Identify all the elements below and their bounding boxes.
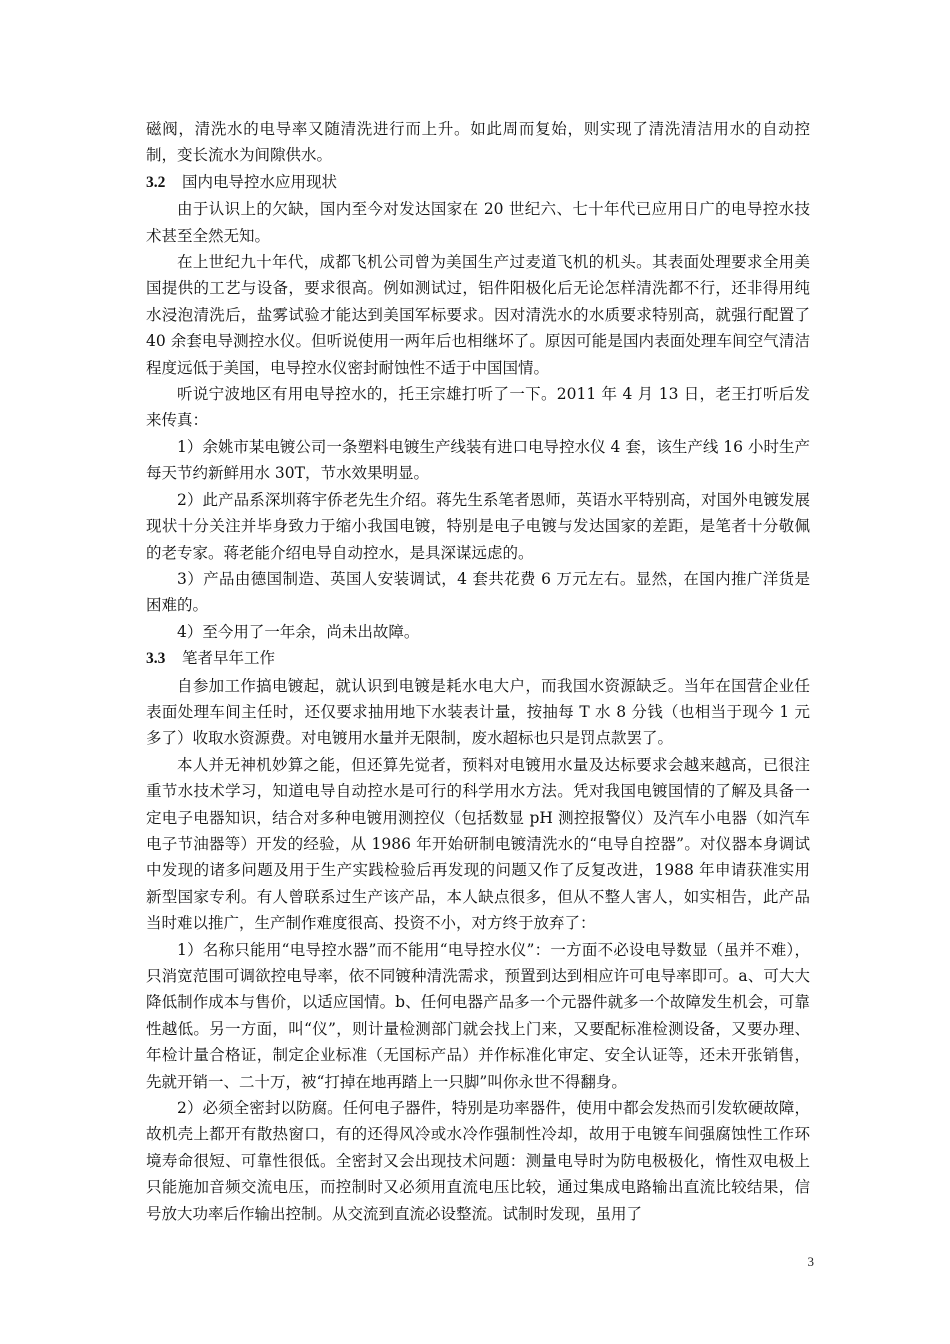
section-number: 3.2 <box>146 173 166 191</box>
section-heading <box>146 169 810 196</box>
paragraph: 1）余姚市某电镀公司一条塑料电镀生产线装有进口电导控水仪 4 套，该生产线 16 小时生产每天节约新鲜用水 30T，节水效果明显。 <box>146 437 810 483</box>
page-body <box>146 116 810 1227</box>
section-title: 笔者早年工作 <box>182 649 276 668</box>
section-title: 国内电导控水应用现状 <box>182 172 338 191</box>
paragraph: 磁阀，清洗水的电导率又随清洗进行而上升。如此周而复始，则实现了清洗清洁用水的自动控制，变长流水为间隙供水。 <box>146 120 810 165</box>
paragraph: 2）必须全密封以防腐。任何电子器件，特别是功率器件，使用中都会发热而引发软硬故障，故机壳上都开有散热窗口，有的还得风冷或水冷作强制性冷却，故用于电镀车间强腐蚀性工作环境寿命很短、可靠性很低。全密封又会出现技术问题：测量电导时为防电极极化，惰性双电极上只能施加音频交流电压，而控制时又必须用直流电压比较，通过集成电路输出直流比较结果，信号放大功率后作输出控制。从交流到直流必设整流。试制时发现，虽用了 <box>146 1099 810 1223</box>
paragraph: 本人并无神机妙算之能，但还算先觉者，预料对电镀用水量及达标要求会越来越高，已很注重节水技术学习，知道电导自动控水是可行的科学用水方法。凭对我国电镀国情的了解及具备一定电子电器知识，结合对多种电镀用测控仪（包括数显 pH 测控报警仪）及汽车小电器（如汽车电子节油器等）开发的经验，从 1986 年开始研制电镀清洗水的“电导自控器”。对仪器本身调试中发现的诸多问题及用于生产实践检验后再发现的问题又作了反复改进，1988 年申请获准实用新型国家专利。有人曾联系过生产该产品，本人缺点很多，但从不整人害人，如实相告，此产品当时难以推广，生产制作难度很高、投资不小，对方终于放弃了： <box>146 755 810 933</box>
paragraph: 由于认识上的欠缺，国内至今对发达国家在 20 世纪六、七十年代已应用日广的电导控水技术甚至全然无知。 <box>146 200 810 245</box>
page-number: 3 <box>807 1254 814 1269</box>
paragraph: 2）此产品系深圳蒋宇侨老先生介绍。蒋先生系笔者恩师，英语水平特别高，对国外电镀发展现状十分关注并毕身致力于缩小我国电镀，特别是电子电镀与发达国家的差距，是笔者十分敬佩的老专家。蒋老能介绍电导自动控水，是具深谋远虑的。 <box>146 490 810 562</box>
paragraph: 在上世纪九十年代，成都飞机公司曾为美国生产过麦道飞机的机头。其表面处理要求全用美国提供的工艺与设备，要求很高。例如测试过，铝件阳极化后无论怎样清洗都不行，还非得用纯水浸泡清洗后，盐雾试验才能达到美国军标要求。因对清洗水的水质要求特别高，就强行配置了 40 余套电导测控水仪。但听说使用一两年后也相继坏了。原因可能是国内表面处理车间空气清洁程度远低于美国，电导控水仪密封耐蚀性不适于中国国情。 <box>146 253 810 377</box>
paragraph: 4）至今用了一年余，尚未出故障。 <box>177 622 420 641</box>
paragraph: 听说宁波地区有用电导控水的，托王宗雄打听了一下。2011 年 4 月 13 日，老王打听后发来传真： <box>146 385 810 430</box>
paragraph: 3）产品由德国制造、英国人安装调试，4 套共花费 6 万元左右。显然，在国内推广洋货是困难的。 <box>146 569 810 615</box>
paragraph: 自参加工作搞电镀起，就认识到电镀是耗水电大户，而我国水资源缺乏。当年在国营企业任表面处理车间主任时，还仅要求抽用地下水装表计量，按抽每 T 水 8 分钱（也相当于现今 1 元多了）收取水资源费。对电镀用水量并无限制，废水超标也只是罚点款罢了。 <box>146 676 810 748</box>
paragraph: 1）名称只能用“电导控水器”而不能用“电导控水仪”：一方面不必设电导数显（虽并不难），只消宽范围可调欲控电导率，依不同镀种清洗需求，预置到达到相应许可电导率即可。a、可大大降低制作成本与售价，以适应国情。b、任何电器产品多一个元器件就多一个故障发生机会，可靠性越低。另一方面，叫“仪”，则计量检测部门就会找上门来，又要配标准检测设备，又要办理、年检计量合格证，制定企业标准（无国标产品）并作标准化审定、安全认证等，还未开张销售，先就开销一、二十万，被“打掉在地再踏上一只脚”叫你永世不得翻身。 <box>146 940 810 1091</box>
section-number: 3.3 <box>146 650 166 668</box>
section-heading <box>146 645 810 672</box>
